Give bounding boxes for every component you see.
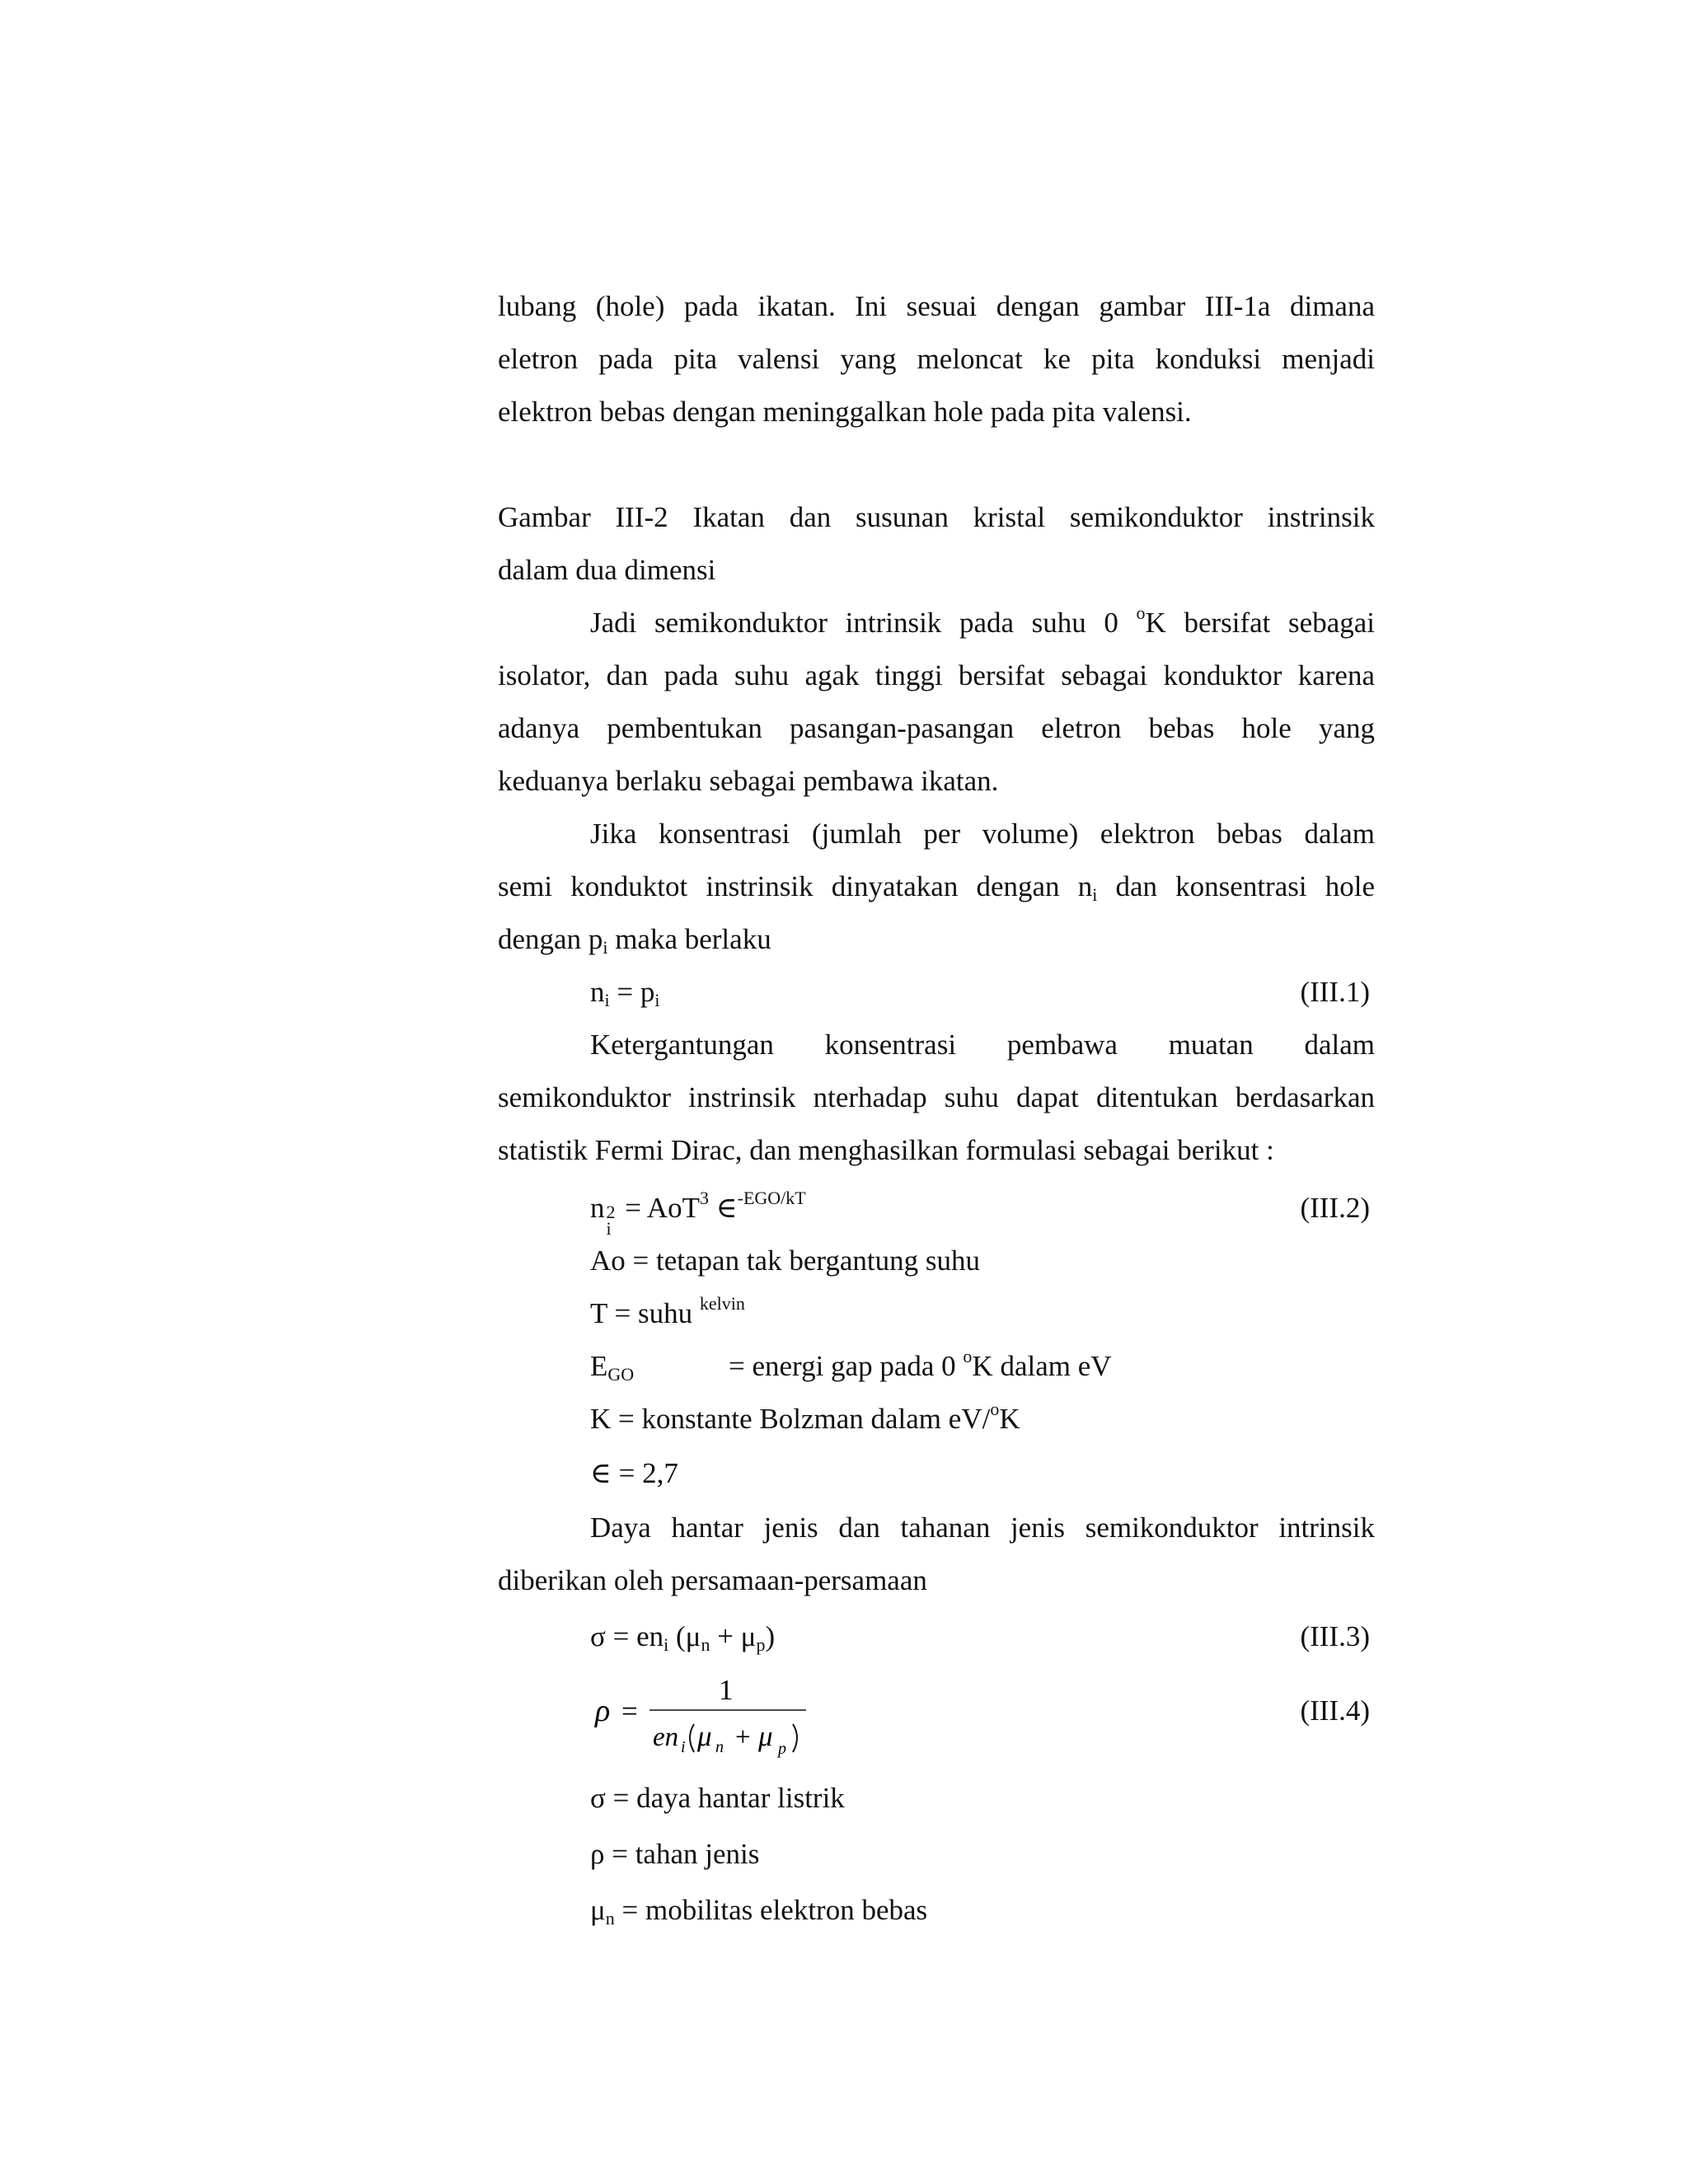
text: ) [765,1620,776,1652]
paragraph-line: keduanya berlaku sebagai pembawa ikatan. [498,765,999,797]
subscript: i [603,937,608,958]
equation-number: (III.2) [1300,1192,1370,1224]
text: dan konsentrasi hole [1097,870,1375,902]
den-mu-2: μ [758,1720,773,1752]
text: = AoT [617,1192,700,1224]
superscript: 3 [699,1188,709,1208]
paragraph-line: statistik Fermi Dirac, dan menghasilkan formulasi sebagai berikut : [498,1134,1274,1166]
text: + μ [710,1620,757,1652]
subscript: p [756,1634,766,1655]
den-mu-1: μ [697,1720,712,1752]
paragraph-line [498,921,1375,958]
definition-k [590,1401,1020,1437]
paragraph-line: Daya hantar jenis dan tahanan jenis semikonduktor intrinsik [590,1511,1375,1544]
text: n [590,976,605,1008]
text: maka berlaku [607,923,771,955]
text: K = konstante Bolzman dalam eV/ [590,1403,991,1435]
definition-ao: Ao = tetapan tak bergantung suhu [590,1244,981,1277]
figure-caption: Gambar III-2 Ikatan dan susunan kristal semikonduktor instrinsik [498,501,1375,533]
definition-rho: ρ = tahan jenis [590,1838,760,1870]
paragraph-line: isolator, dan pada suhu agak tinggi bersifat sebagai konduktor karena [498,659,1375,691]
definition-mu-n [590,1892,927,1929]
superscript: kelvin [699,1293,745,1314]
text: ∈ [708,1192,738,1224]
subscript: i [654,990,660,1010]
definition-ego-value [729,1348,1112,1385]
den-i-subscript: i [681,1738,686,1756]
text: dengan p [498,923,603,955]
definition-t [590,1293,745,1332]
equals-sign: = [621,1695,638,1727]
paragraph-line: lubang (hole) pada ikatan. Ini sesuai dengan gambar III-1a dimana [498,290,1375,322]
text: μ [590,1894,606,1926]
equation-iii-4-formula [590,1673,837,1764]
superscript: o [963,1346,973,1366]
text: E [590,1350,608,1382]
subscript: i [604,990,610,1010]
paragraph-line: elektron bebas dengan meninggalkan hole pada pita valensi. [498,396,1192,428]
paragraph-line: adanya pembentukan pasangan-pasangan eletron bebas hole yang [498,712,1375,744]
text: K bersifat sebagai [1145,607,1375,639]
text: Jadi semikonduktor intrinsik pada suhu 0 [590,607,1137,639]
figure-caption: dalam dua dimensi [498,554,716,586]
text: σ = en [590,1620,664,1652]
den-plus: + [735,1722,751,1752]
subscript: n [605,1908,615,1929]
den-p-subscript: p [778,1740,786,1758]
text: = p [609,976,655,1008]
right-paren [793,1724,797,1752]
equation-number: (III.3) [1300,1620,1370,1652]
text: K dalam eV [972,1350,1112,1382]
text: = mobilitas elektron bebas [614,1894,928,1926]
paragraph-line [590,602,1375,641]
paragraph-line: eletron pada pita valensi yang meloncat ke pita konduksi menjadi [498,343,1375,375]
definition-epsilon: ∈ = 2,7 [590,1457,678,1489]
paragraph-line: semikonduktor instrinsik nterhadap suhu dapat ditentukan berdasarkan [498,1081,1375,1113]
text: = energi gap pada 0 [729,1350,964,1382]
subscript: i [663,1634,669,1655]
definition-ego [590,1348,634,1385]
definition-sigma: σ = daya hantar listrik [590,1782,845,1814]
equation-iii-2: n 2 i = AoT$^3$ ∈$^{-EGO/kT}$ (III.2) [590,1188,1370,1239]
text: (μ [668,1620,701,1652]
paragraph-line: Jika konsentrasi (jumlah per volume) elektron bebas dalam [590,818,1375,850]
superscript: -EGO/kT [737,1188,806,1208]
equation-number: (III.1) [1300,976,1370,1008]
equation-iii-1 [590,974,1370,1010]
superscript: o [990,1399,1000,1419]
den-en: en [653,1722,679,1752]
text: T = suhu [590,1297,700,1329]
text: K [999,1403,1020,1435]
den-n-subscript: n [715,1738,724,1756]
superscript: o [1136,602,1146,623]
paragraph-line [498,869,1375,905]
rho-symbol: ρ [595,1694,611,1728]
paragraph-line: diberikan oleh persamaan-persamaan [498,1564,927,1596]
equation-iii-3 [590,1619,1370,1655]
subscript: i [1092,884,1098,905]
paragraph-line: Ketergantungan konsentrasi pembawa muatan dalam [590,1029,1375,1061]
subscript: n [701,1634,710,1655]
left-paren [690,1724,694,1752]
fraction-numerator: 1 [719,1674,734,1706]
text: n [590,1192,605,1224]
equation-number: (III.4) [1300,1694,1370,1727]
text: semi konduktot instrinsik dinyatakan dengan n [498,870,1093,902]
subscript: GO [607,1364,635,1385]
